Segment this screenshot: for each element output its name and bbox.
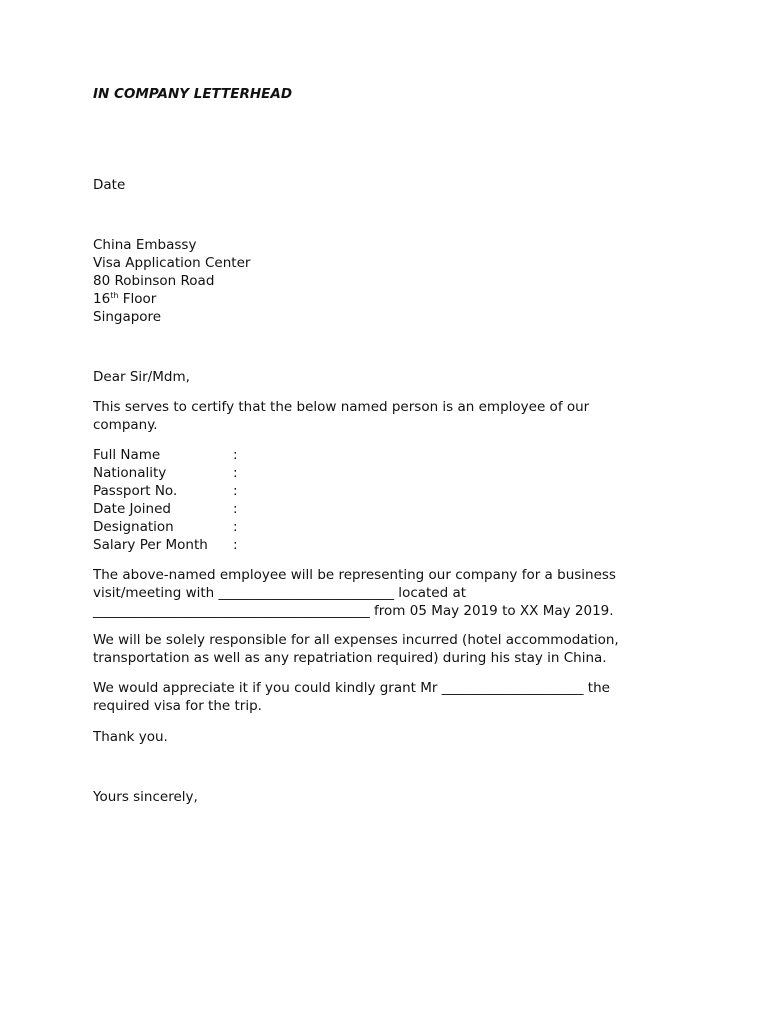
paragraph-line: transportation as well as any repatriation required) during his stay in China. — [93, 650, 607, 666]
salutation: Dear Sir/Mdm, — [93, 369, 190, 385]
field-row-designation — [93, 518, 253, 536]
address-line: Visa Application Center — [93, 255, 251, 271]
field-row-date-joined — [93, 500, 253, 518]
field-colon: : — [233, 447, 238, 463]
letterhead-heading: IN COMPANY LETTERHEAD — [93, 86, 293, 102]
field-row-full-name — [93, 446, 253, 464]
field-row-passport — [93, 482, 253, 500]
address-line: China Embassy — [93, 237, 197, 253]
address-floor-line — [93, 290, 250, 308]
address-line: 80 Robinson Road — [93, 273, 215, 289]
field-label: Passport No. — [93, 483, 178, 499]
paragraph-line: We will be solely responsible for all expenses incurred (hotel accommodation, — [93, 632, 619, 648]
field-colon: : — [233, 483, 238, 499]
address-line: Singapore — [93, 309, 162, 325]
paragraph-line: This serves to certify that the below named person is an employee of our — [93, 399, 590, 415]
recipient-address — [93, 236, 250, 326]
visit-paragraph — [93, 566, 663, 620]
floor-number: 16 — [93, 291, 111, 307]
paragraph-line: required visa for the trip. — [93, 698, 262, 714]
intro-paragraph — [93, 398, 663, 434]
employee-details — [93, 446, 253, 554]
paragraph-line: company. — [93, 417, 158, 433]
paragraph-line: _________________________________________ from 05 May 2019 to XX May 2019. — [93, 603, 614, 619]
field-colon: : — [233, 519, 238, 535]
paragraph-line: visit/meeting with __________________________ located at — [93, 585, 467, 601]
field-colon: : — [233, 501, 238, 517]
request-paragraph — [93, 679, 663, 715]
closing-line: Yours sincerely, — [93, 789, 198, 805]
floor-word: Floor — [118, 291, 157, 307]
field-label: Full Name — [93, 447, 161, 463]
field-label: Salary Per Month — [93, 537, 208, 553]
paragraph-line: We would appreciate it if you could kindly grant Mr _____________________ the — [93, 680, 610, 696]
field-label: Date Joined — [93, 501, 171, 517]
paragraph-line: The above-named employee will be representing our company for a business — [93, 567, 616, 583]
field-colon: : — [233, 465, 238, 481]
date-label: Date — [93, 177, 126, 193]
field-label: Designation — [93, 519, 174, 535]
floor-suffix: th — [110, 291, 119, 300]
expenses-paragraph — [93, 631, 663, 667]
thanks-line: Thank you. — [93, 729, 168, 745]
field-row-nationality — [93, 464, 253, 482]
field-label: Nationality — [93, 465, 167, 481]
field-row-salary — [93, 536, 253, 554]
field-colon: : — [233, 537, 238, 553]
